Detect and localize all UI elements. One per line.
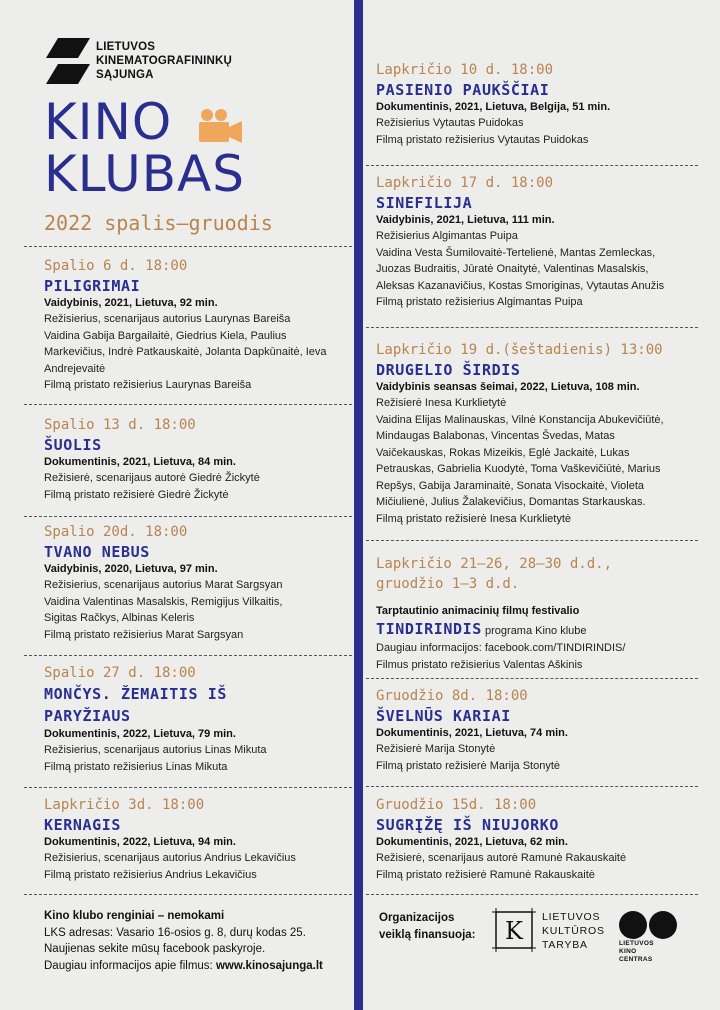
footer-info xyxy=(44,908,323,974)
funding-label-line: veiklą finansuoja: xyxy=(379,929,476,941)
ltk-name-line: KULTŪROS xyxy=(542,925,605,937)
event-line: Filmą pristato režisierius Vytautas Puidokas xyxy=(376,133,589,146)
event-line: Filmą pristato režisierius Linas Mikuta xyxy=(44,760,228,773)
event-title: SINEFILIJA xyxy=(376,194,473,212)
event-meta: Dokumentinis, 2022, Lietuva, 79 min. xyxy=(44,728,236,740)
event-title-suffix: programa Kino klube xyxy=(481,625,587,637)
org-name-line: SĄJUNGA xyxy=(96,69,154,81)
event-date: gruodžio 1–3 d.d. xyxy=(376,576,520,592)
event-date: Spalio 13 d. 18:00 xyxy=(44,417,196,433)
event-pasienio-pauksciai xyxy=(376,60,702,148)
separator xyxy=(366,894,698,895)
footer-more xyxy=(44,958,323,975)
event-line: Filmą pristato režisierė Ramunė Rakauskaitė xyxy=(376,868,595,881)
event-date: Spalio 6 d. 18:00 xyxy=(44,258,188,274)
event-date: Spalio 20d. 18:00 xyxy=(44,524,188,540)
separator xyxy=(24,655,352,656)
event-meta: Vaidybinis, 2020, Lietuva, 97 min. xyxy=(44,563,218,575)
event-drugelio-sirdis xyxy=(376,340,702,527)
footer-free: Kino klubo renginiai – nemokami xyxy=(44,910,225,922)
event-line: Filmą pristato režisierė Inesa Kurklietytė xyxy=(376,512,572,525)
event-line: Režisierius, scenarijaus autorius Marat Sargsyan xyxy=(44,579,283,591)
separator xyxy=(24,894,352,895)
event-line: Režisierė Inesa Kurklietytė xyxy=(376,397,507,409)
lkc-name-line: LIETUVOS xyxy=(619,940,654,947)
event-date: Spalio 27 d. 18:00 xyxy=(44,665,196,681)
event-meta: Dokumentinis, 2021, Lietuva, 62 min. xyxy=(376,836,568,848)
event-date: Gruodžio 8d. 18:00 xyxy=(376,688,528,704)
event-line: Vaidina Vesta Šumilovaitė-Tertelienė, Mantas Zemleckas, xyxy=(376,246,656,259)
event-date: Lapkričio 21–26, 28–30 d.d., xyxy=(376,556,613,572)
event-line: Režisierė Marija Stonytė xyxy=(376,743,496,755)
org-name-line: KINEMATOGRAFININKŲ xyxy=(96,55,233,67)
event-line: Režisierė, scenarijaus autorė Giedrė Žickytė xyxy=(44,472,260,484)
separator xyxy=(366,540,698,541)
event-line: Filmą pristato režisierė Marija Stonytė xyxy=(376,759,561,772)
event-date: Lapkričio 3d. 18:00 xyxy=(44,797,205,813)
event-line: Vaidina Elijas Malinauskas, Vilnė Konstancija Abukevičiūtė, xyxy=(376,413,664,426)
website-link[interactable]: www.kinosajunga.lt xyxy=(215,959,323,972)
event-tindirindis xyxy=(376,554,702,673)
movie-camera-icon xyxy=(198,108,244,144)
event-line: Vaidina Valentinas Masalskis, Remigijus Vilkaitis, xyxy=(44,595,283,608)
separator xyxy=(24,516,352,517)
event-piligrimai xyxy=(44,256,344,394)
event-meta: Dokumentinis, 2021, Lietuva, 74 min. xyxy=(376,727,568,739)
event-date: Lapkričio 17 d. 18:00 xyxy=(376,175,554,191)
event-suolis xyxy=(44,415,344,503)
event-line: Andrejevaitė xyxy=(44,362,106,375)
event-line: Filmus pristato režisierius Valentas Aškinis xyxy=(376,658,583,671)
footer-more-prefix: Daugiau informacijos apie filmus: xyxy=(44,959,216,972)
event-title: TVANO NEBUS xyxy=(44,543,150,561)
event-meta: Dokumentinis, 2021, Lietuva, 84 min. xyxy=(44,456,236,468)
event-title: SUGRĮŽĘ IŠ NIUJORKO xyxy=(376,816,559,834)
event-sinefilija xyxy=(376,173,702,311)
event-svelnus-kariai xyxy=(376,686,702,774)
lietuvos-kulturos-taryba-logo-icon xyxy=(492,908,536,952)
funding-label xyxy=(379,910,476,944)
event-title: PILIGRIMAI xyxy=(44,277,141,295)
event-title: KERNAGIS xyxy=(44,816,122,834)
event-line: Režisierė, scenarijaus autorė Ramunė Rakauskaitė xyxy=(376,852,627,864)
separator xyxy=(366,327,698,328)
event-date: Lapkričio 19 d.(šeštadienis) 13:00 xyxy=(376,342,663,358)
event-meta: Vaidybinis seansas šeimai, 2022, Lietuva, 108 min. xyxy=(376,381,640,393)
event-title-row xyxy=(376,619,702,640)
event-line: Aleksas Kazanavičius, Kostas Smoriginas, Vytautas Anužis xyxy=(376,279,665,292)
event-line: Mindaugas Balabonas, Vincentas Švedas, Matas xyxy=(376,430,615,442)
ltk-name-line: TARYBA xyxy=(542,939,588,951)
lietuvos-kino-centras-logo-icon xyxy=(618,910,680,940)
event-meta: Dokumentinis, 2021, Lietuva, Belgija, 51 min. xyxy=(376,101,611,113)
event-line: Režisierius, scenarijaus autorius Laurynas Bareiša xyxy=(44,313,291,325)
lkc-name-line: KINO xyxy=(619,948,637,955)
footer-facebook: Naujienas sekite mūsų facebook paskyroje. xyxy=(44,943,266,955)
event-title: TINDIRINDIS xyxy=(376,620,482,638)
event-line: Režisierius Algimantas Puipa xyxy=(376,230,518,242)
footer-address: LKS adresas: Vasario 16-osios g. 8, durų kodas 25. xyxy=(44,926,306,939)
event-kernagis xyxy=(44,795,344,883)
event-line: Mičiulienė, Julius Žalakevičius, Domantas Starkauskas. xyxy=(376,496,646,508)
event-line: Filmą pristato režisierius Algimantas Puipa xyxy=(376,296,583,308)
event-sugrize-is-niujorko xyxy=(376,795,702,883)
separator xyxy=(366,786,698,787)
kino-word: KINO xyxy=(44,93,173,151)
org-name-line: LIETUVOS xyxy=(96,41,156,53)
event-title: ŠUOLIS xyxy=(44,436,102,454)
period-heading: 2022 spalis–gruodis xyxy=(44,211,273,235)
event-line: Režisierius, scenarijaus autorius Andrius Lekavičius xyxy=(44,852,296,864)
event-meta: Vaidybinis, 2021, Lietuva, 92 min. xyxy=(44,297,218,309)
event-date: Gruodžio 15d. 18:00 xyxy=(376,797,537,813)
event-line: Filmą pristato režisierius Laurynas Bareiša xyxy=(44,379,252,391)
lks-logo-icon xyxy=(46,38,90,84)
event-line: Filmą pristato režisierius Marat Sargsyan xyxy=(44,628,244,641)
separator xyxy=(24,404,352,405)
event-line: Vaičekauskas, Rokas Mizeikis, Eglė Jackaitė, Lukas xyxy=(376,446,630,459)
separator xyxy=(24,246,352,247)
separator xyxy=(24,787,352,788)
event-title: MONČYS. ŽEMAITIS IŠ PARYŽIAUS xyxy=(44,685,227,725)
ltk-name xyxy=(542,910,605,952)
event-line: Repšys, Gabija Jaraminaitė, Sonata Visockaitė, Violeta xyxy=(376,479,645,492)
event-title: PASIENIO PAUKŠČIAI xyxy=(376,81,550,99)
event-meta: Dokumentinis, 2022, Lietuva, 94 min. xyxy=(44,836,236,848)
event-line: Markevičius, Indrė Patkauskaitė, Jolanta Dapkūnaitė, Ieva xyxy=(44,346,327,358)
event-title: DRUGELIO ŠIRDIS xyxy=(376,361,521,379)
funding-label-line: Organizacijos xyxy=(379,912,455,924)
event-title: ŠVELNŪS KARIAI xyxy=(376,707,511,725)
event-line: Daugiau informacijos: facebook.com/TINDIRINDIS/ xyxy=(376,642,626,654)
event-line: Vaidina Gabija Bargailaitė, Giedrius Kiela, Paulius xyxy=(44,329,287,342)
event-meta: Tarptautinio animacinių filmų festivalio xyxy=(376,605,580,617)
ltk-name-line: LIETUVOS xyxy=(542,911,601,923)
event-line: Režisierius, scenarijaus autorius Linas Mikuta xyxy=(44,744,267,756)
separator xyxy=(366,165,698,166)
event-line: Režisierius Vytautas Puidokas xyxy=(376,117,524,129)
event-line: Filmą pristato režisierius Andrius Lekavičius xyxy=(44,868,257,881)
event-line: Petrauskas, Gabrielia Kuodytė, Toma Vaškevičiūtė, Marius xyxy=(376,463,661,475)
event-moncys xyxy=(44,663,344,775)
klubas-word: KLUBAS xyxy=(44,145,245,203)
ltk-letter: K xyxy=(505,917,523,945)
separator xyxy=(366,678,698,679)
event-date: Lapkričio 10 d. 18:00 xyxy=(376,62,554,78)
lkc-name-line: CENTRAS xyxy=(619,956,653,963)
event-meta: Vaidybinis, 2021, Lietuva, 111 min. xyxy=(376,214,555,226)
event-tvano-nebus xyxy=(44,522,344,643)
event-line: Juozas Budraitis, Jūratė Onaitytė, Valentinas Masalskis, xyxy=(376,263,649,275)
org-name xyxy=(96,40,232,82)
lkc-name xyxy=(619,940,654,964)
event-line: Sigitas Račkys, Albinas Keleris xyxy=(44,612,195,624)
event-line: Filmą pristato režisierė Giedrė Žickytė xyxy=(44,488,229,501)
center-divider xyxy=(354,0,363,1010)
